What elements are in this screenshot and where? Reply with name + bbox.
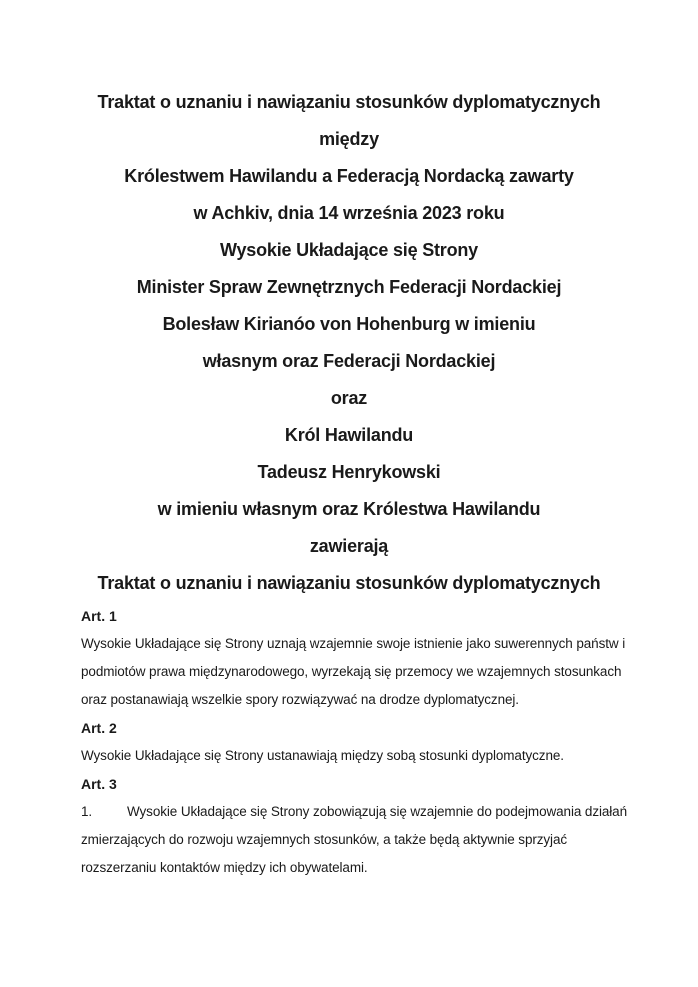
paragraph-number: 1. xyxy=(81,804,93,819)
title-line: Traktat o uznaniu i nawiązaniu stosunków dyplomatycznych xyxy=(97,92,601,112)
article-heading: Art. 3 xyxy=(81,776,117,792)
title-line: Traktat o uznaniu i nawiązaniu stosunków dyplomatycznych xyxy=(97,573,601,593)
title-line: Król Hawilandu xyxy=(284,425,414,445)
articles-section xyxy=(0,602,698,882)
title-line: Tadeusz Henrykowski xyxy=(257,462,441,482)
title-line: w Achkiv, dnia 14 września 2023 roku xyxy=(193,203,505,223)
title-line: Wysokie Układające się Strony xyxy=(220,240,478,260)
body-line: Wysokie Układające się Strony uznają wzajemnie swoje istnienie jako suwerennych państw i xyxy=(81,636,626,651)
paragraph-text: Wysokie Układające się Strony zobowiązują się wzajemnie do podejmowania działań xyxy=(127,804,627,819)
body-line: zmierzających do rozwoju wzajemnych stosunków, a także będą aktywnie sprzyjać xyxy=(81,832,568,847)
body-line: podmiotów prawa międzynarodowego, wyrzekają się przemocy we wzajemnych stosunkach xyxy=(81,664,622,679)
article-heading: Art. 1 xyxy=(81,608,117,624)
body-line xyxy=(81,798,638,826)
title-line: własnym oraz Federacji Nordackiej xyxy=(202,351,496,371)
title-line: Królestwem Hawilandu a Federacją Nordacką zawarty xyxy=(124,166,574,186)
body-line: oraz postanawiają wszelkie spory rozwiązywać na drodze dyplomatycznej. xyxy=(81,692,519,707)
article-heading: Art. 2 xyxy=(81,720,117,736)
title-line: Minister Spraw Zewnętrznych Federacji Nordackiej xyxy=(136,277,562,297)
title-line: oraz xyxy=(330,388,368,408)
title-line: zawierają xyxy=(309,536,389,556)
body-line: Wysokie Układające się Strony ustanawiają między sobą stosunki dyplomatyczne. xyxy=(81,748,564,763)
title-line: w imieniu własnym oraz Królestwa Hawilandu xyxy=(157,499,541,519)
title-line: Bolesław Kirianóo von Hohenburg w imieniu xyxy=(162,314,536,334)
title-line: między xyxy=(319,129,379,149)
body-line: rozszerzaniu kontaktów między ich obywatelami. xyxy=(81,860,368,875)
